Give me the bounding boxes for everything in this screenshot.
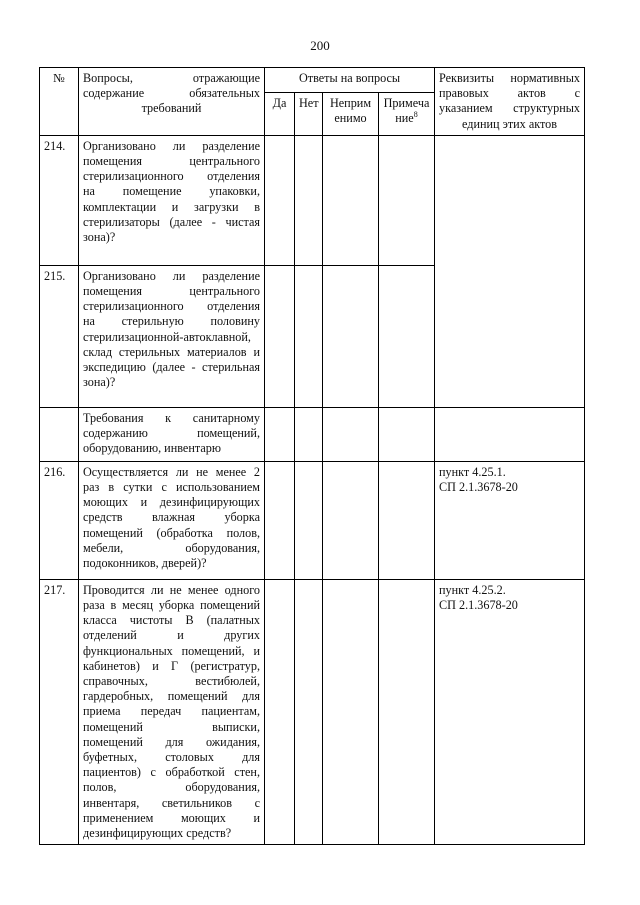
answer-na-cell [323,579,379,844]
row-question: Организовано ли разделение помещения центрального стерилизационного отделения на помещение упаковки, комплектации и загрузки в стерилизаторы (далее - чистая зона)? [79,135,265,265]
header-no: Нет [295,93,323,136]
answer-yes-cell [265,579,295,844]
answer-no-cell [295,461,323,579]
answer-na-cell [323,265,379,407]
header-yes: Да [265,93,295,136]
answer-yes-cell [265,407,295,461]
answer-no-cell [295,135,323,265]
row-number: 215. [40,265,79,407]
table-row [40,135,585,265]
row-number: 217. [40,579,79,844]
table-section-row [40,407,585,461]
table-row [40,461,585,579]
row-reference: пункт 4.25.2. СП 2.1.3678-20 [435,579,585,844]
answer-no-cell [295,265,323,407]
answer-note-cell [379,407,435,461]
row-number: 216. [40,461,79,579]
answer-yes-cell [265,461,295,579]
answer-note-cell [379,265,435,407]
answer-note-cell [379,579,435,844]
answer-yes-cell [265,135,295,265]
header-note: Примеча ние$^8$ [379,93,435,136]
checklist-table [39,67,585,845]
row-number [40,407,79,461]
row-question: Организовано ли разделение помещения центрального стерилизационного отделения на стерильную половину стерилизационной-автоклавной, склад стерильных материалов и экспедицию (далее - стерильная зона)? [79,265,265,407]
header-answers-group: Ответы на вопросы [265,68,435,93]
row-number: 214. [40,135,79,265]
row-question: Осуществляется ли не менее 2 раз в сутки с использованием моющих и дезинфицирующих средств влажная уборка помещений (обработка полов, мебели, оборудования, подоконников, дверей)? [79,461,265,579]
row-reference [435,407,585,461]
answer-no-cell [295,579,323,844]
answer-na-cell [323,407,379,461]
row-question: Проводится ли не менее одного раза в месяц уборка помещений класса чистоты В (палатных отделений и других функциональных помещений, и кабинетов) и Г (регистратур, справочных, вестибюлей, гардеробных, помещений для приема передач пациентам, помещений выписки, помещений для ожидания, буфетных, столовых для пациентов) с обработкой стен, полов, оборудования, инвентаря, светильников с применением моющих и дезинфицирующих средств? [79,579,265,844]
section-title: Требования к санитарному содержанию помещений, оборудованию, инвентарю [79,407,265,461]
page-number: 200 [310,38,330,53]
header-row [40,68,585,93]
header-questions: Вопросы, отражающие содержание обязательных требований [79,68,265,136]
table-row [40,579,585,844]
header-not-applicable: Неприм енимо [323,93,379,136]
answer-note-cell [379,135,435,265]
answer-na-cell [323,461,379,579]
header-number: № [40,68,79,136]
row-reference: пункт 4.25.1. СП 2.1.3678-20 [435,461,585,579]
header-requisites: Реквизиты нормативных правовых актов с указанием структурных единиц этих актов [435,68,585,136]
answer-no-cell [295,407,323,461]
answer-note-cell [379,461,435,579]
answer-yes-cell [265,265,295,407]
row-reference [435,135,585,407]
answer-na-cell [323,135,379,265]
